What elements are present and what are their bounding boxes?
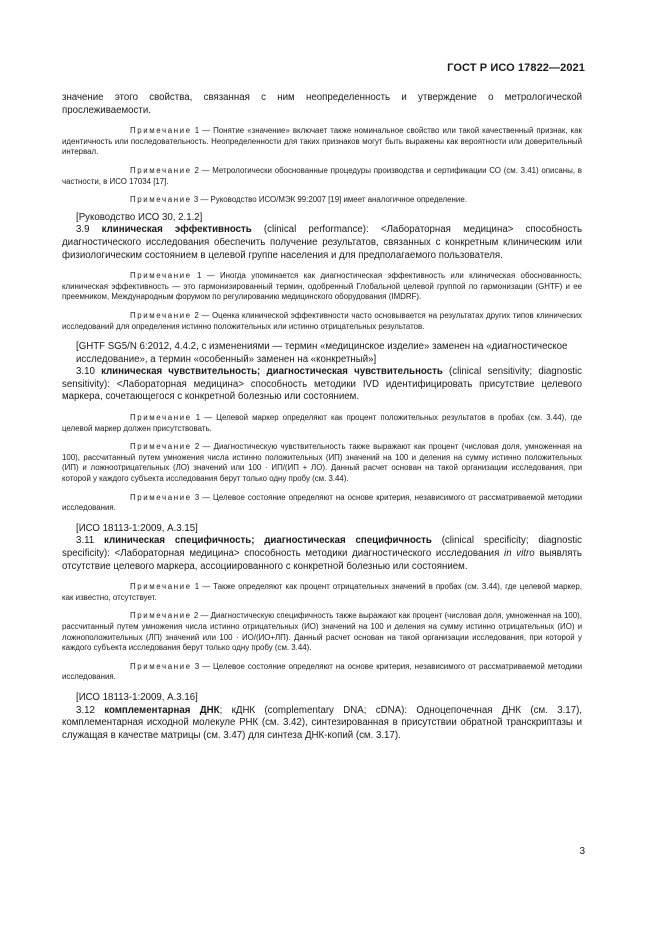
note-label: Примечание — [130, 492, 192, 502]
page-content — [62, 92, 582, 742]
note-3-10-3: Примечание 3 — Целевое состояние определяют на основе критерия, независимого от рассматриваемой методики исследования. — [62, 492, 582, 513]
note-3-9-1: Примечание 1 — Иногда упоминается как диагностическая эффективность или клиническая обоснованность; клиническая эффективность — это гармонизированный термин, одобренный Глобальной целевой группой по гармонизации (GHTF) и ее преемником, Международным форумом по регулированию медицинского оборудования (IMDRF). — [62, 271, 582, 302]
note-label: Примечание — [130, 195, 192, 205]
note-a1: Примечание 1 — Понятие «значение» включает также номинальное свойство или такой качественный признак, как идентичность или последовательность. Неопределенности для таких признаков могут быть выражены как вероятности или доверительный интервал. — [62, 126, 582, 157]
note-3-9-2: Примечание 2 — Оценка клинической эффективности часто основывается на результатах других типов клинических исследований для определения истинно положительных или истинно отрицательных результатов. — [62, 310, 582, 331]
source-reference: [GHTF SG5/N 6:2012, 4.4.2, с изменениями — термин «медицинское изделие» заменен на «диагностическое исследование», а термин «особенный» заменен на «конкретный»] — [76, 341, 568, 365]
source-reference: [ИСО 18113-1:2009, А.3.16] — [76, 691, 198, 703]
note-label: Примечание — [130, 126, 192, 136]
note-3-10-2: Примечание 2 — Диагностическую чувствительность также выражают как процент (числовая доля, умноженная на 100), рассчитанный путем умножения числа истинно положительных (ИП) значений на 100 и деления на сумму истинно положительных (ИП) и ложноотрицательных (ЛО) значений или 100 · ИП/(ИП + ЛО). Данный расчет основан на такой организации исследования, при которой у каждого субъекта исследования берут только одну пробу (см. 3.44). — [62, 442, 582, 484]
note-3-10-1: Примечание 1 — Целевой маркер определяют как процент положительных результатов в пробах (см. 3.44), где целевой маркер должен присутствовать. — [62, 413, 582, 433]
note-a3: Примечание 3 — Руководство ИСО/МЭК 99:2007 [19] имеет аналогичное определение. — [130, 195, 467, 205]
term-3-11: 3.11 клиническая специфичность; диагностическая специфичность (clinical specificity; diagnostic specificity): <Лабораторная медицина> способность методики диагностического исследования in vitro выявлять отсутствие целевого маркера, ассоциированного с конкретной болезнью или состоянием. — [62, 535, 582, 572]
note-label: Примечание — [130, 413, 192, 423]
note-label: Примечание — [130, 611, 192, 621]
term-3-12: 3.12 комплементарная ДНК; кДНК (complementary DNA; cDNA): Одноцепочечная ДНК (см. 3.17), комплементарная исходной молекуле РНК (см. 3.42), синтезированная в присутствии обратной транскриптазы и служащая в качестве матрицы (см. 3.47) для синтеза ДНК-копий (см. 3.17). — [62, 704, 582, 741]
note-label: Примечание — [130, 661, 192, 671]
note-label: Примечание — [130, 271, 192, 281]
note-3-11-3: Примечание 3 — Целевое состояние определяют на основе критерия, независимого от рассматриваемой методики исследования. — [62, 661, 582, 682]
term-title: клиническая эффективность — [101, 224, 252, 236]
source-reference: [ИСО 18113-1:2009, А.3.15] — [76, 522, 198, 534]
source-reference: [Руководство ИСО 30, 2.1.2] — [76, 211, 203, 223]
term-3-9: 3.9 клиническая эффективность (clinical performance): <Лабораторная медицина> способность диагностического исследования обеспечить получение результатов, связанных с конкретным клиническим или физиологическим состоянием в целевой группе населения и для предполагаемого пользователя. — [62, 224, 582, 261]
document-code: ГОСТ Р ИСО 17822—2021 — [447, 62, 585, 74]
note-3-11-2: Примечание 2 — Диагностическую специфичность также выражают как процент (числовая доля, умноженная на 100), рассчитанный путем умножения числа истинно отрицательных (ИО) значений на 100 и деления на сумму истинно отрицательных (ИО) и ложноположительных (ЛП) значений или 100 · ИО/(ИО+ЛП). Данный расчет основан на такой организации исследования, при которой у каждого субъекта исследования берут только одну пробу (см. 3.44). — [62, 611, 582, 653]
term-title: клиническая специфичность; диагностическая специфичность — [103, 535, 432, 547]
page-number: 3 — [579, 846, 585, 857]
note-3-11-1: Примечание 1 — Также определяют как процент отрицательных значений в пробах (см. 3.44), где целевой маркер, как известно, отсутствует. — [62, 582, 582, 602]
term-title: комплементарная ДНК — [104, 704, 220, 716]
note-label: Примечание — [130, 442, 192, 452]
term-title: клиническая чувствительность; диагностическая чувствительность — [101, 366, 443, 378]
note-a2: Примечание 2 — Метрологически обоснованные процедуры производства и сертификации СО (см. 3.41) описаны, в частности, в ИСО 17034 [17]. — [62, 165, 582, 186]
note-label: Примечание — [130, 310, 192, 320]
intro-paragraph: значение этого свойства, связанная с ним неопределенность и утверждение о метрологической прослеживаемости. — [62, 92, 582, 116]
note-label: Примечание — [130, 582, 192, 592]
term-3-10: 3.10 клиническая чувствительность; диагностическая чувствительность (clinical sensitivity; diagnostic sensitivity): <Лабораторная медицина> способность методики IVD идентифицировать присутствие целевого маркера, сочетающегося с конкретной болезнью или состоянием. — [62, 366, 582, 403]
note-label: Примечание — [130, 165, 192, 175]
